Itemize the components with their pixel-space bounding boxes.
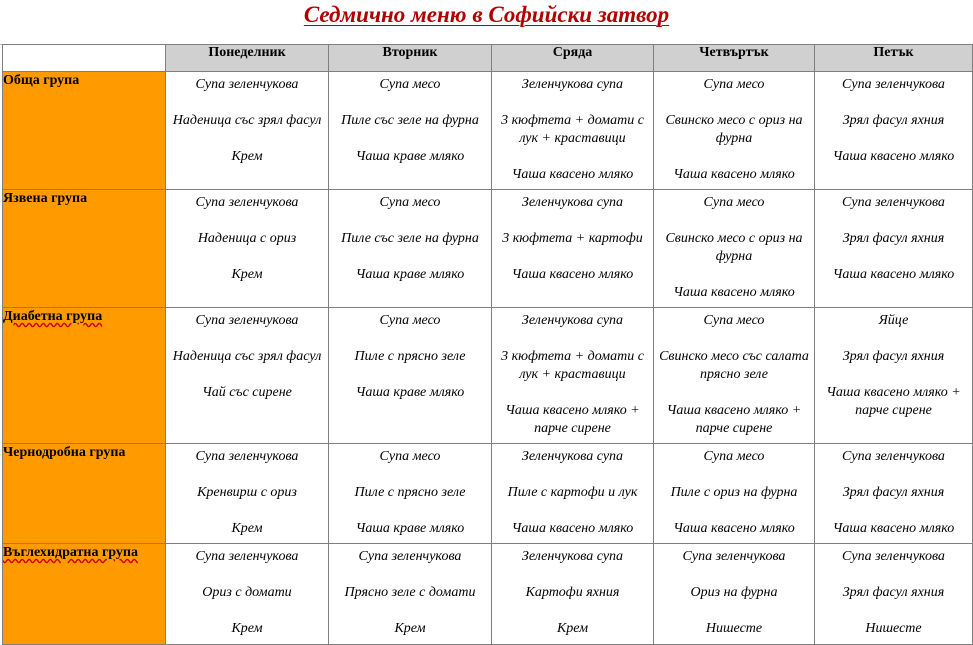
dish-item: Кренвирш с ориз (197, 485, 297, 500)
table-row (3, 72, 973, 190)
dish-item: Супа зеленчукова (195, 313, 299, 328)
corner-cell (3, 45, 166, 72)
line-gap (492, 566, 653, 584)
day-header-thursday: Четвъртък (654, 45, 815, 72)
dish-item: Чаша краве мляко (355, 521, 465, 536)
menu-cell (329, 544, 492, 645)
menu-cell (815, 544, 973, 645)
table-row (3, 444, 973, 544)
menu-cell (815, 190, 973, 308)
group-name: Диабетна група (3, 309, 103, 324)
menu-cell (492, 308, 654, 444)
dish-item: Зеленчукова супа (521, 77, 624, 92)
line-gap (815, 566, 972, 584)
line-gap (166, 602, 328, 620)
menu-cell (492, 544, 654, 645)
line-gap (815, 94, 972, 112)
line-gap (329, 502, 491, 520)
page-title: Седмично меню в Софийски затвор (303, 2, 670, 27)
dish-item: Чаша краве мляко (355, 149, 465, 164)
dish-item: Супа зеленчукова (195, 195, 299, 210)
menu-cell (815, 444, 973, 544)
dish-item: Пиле с ориз на фурна (670, 485, 798, 500)
line-gap (166, 330, 328, 348)
line-gap (329, 602, 491, 620)
dish-item: Пиле със зеле на фурна (341, 231, 479, 246)
day-header-friday: Петък (815, 45, 973, 72)
dish-item: Чай със сирене (202, 385, 292, 400)
dish-item: Нишесте (865, 621, 922, 636)
menu-cell (329, 72, 492, 190)
line-gap (815, 466, 972, 484)
group-label (3, 72, 166, 190)
group-name: Въглехидратна група (3, 545, 138, 560)
group-name: Язвена група (3, 191, 88, 206)
dish-item: Крем (394, 621, 426, 636)
line-gap (654, 266, 814, 284)
dish-item: Нишесте (705, 621, 763, 636)
group-name: Обща група (3, 73, 80, 88)
dish-item: Картофи яхния (525, 585, 620, 600)
day-header-row (3, 45, 973, 72)
dish-item: Наденица с ориз (197, 231, 297, 246)
line-gap (815, 212, 972, 230)
menu-cell (815, 308, 973, 444)
dish-item: Чаша квасено мляко (832, 521, 955, 536)
menu-cell (329, 190, 492, 308)
menu-cell (166, 544, 329, 645)
line-gap (492, 602, 653, 620)
dish-item: Пиле със зеле на фурна (341, 113, 479, 128)
dish-item: Крем (231, 267, 263, 282)
group-label (3, 190, 166, 308)
line-gap (654, 602, 814, 620)
dish-item: Супа зеленчукова (195, 449, 299, 464)
dish-item: Супа зеленчукова (842, 549, 945, 564)
dish-item: 3 кюфтета + домати с лук + краставици (501, 113, 644, 146)
dish-item: Супа зеленчукова (195, 549, 299, 564)
dish-item: Пиле с картофи и лук (507, 485, 638, 500)
line-gap (329, 212, 491, 230)
line-gap (166, 466, 328, 484)
table-row (3, 544, 973, 645)
line-gap (166, 248, 328, 266)
line-gap (166, 366, 328, 384)
dish-item: Пиле с прясно зеле (354, 485, 466, 500)
menu-cell (815, 72, 973, 190)
line-gap (166, 502, 328, 520)
line-gap (492, 212, 653, 230)
menu-cell (329, 444, 492, 544)
dish-item: Супа зеленчукова (842, 77, 945, 92)
line-gap (654, 384, 814, 402)
line-gap (654, 148, 814, 166)
line-gap (492, 248, 653, 266)
line-gap (329, 330, 491, 348)
line-gap (654, 212, 814, 230)
dish-item: Крем (556, 621, 589, 636)
dish-item: Чаша квасено мляко (511, 521, 634, 536)
day-header-wednesday: Сряда (492, 45, 654, 72)
line-gap (329, 566, 491, 584)
dish-item: Свинско месо със салата прясно зеле (659, 349, 809, 382)
table-row (3, 190, 973, 308)
weekly-menu-table (2, 44, 973, 645)
dish-item: Зрял фасул яхния (842, 485, 945, 500)
menu-cell (654, 544, 815, 645)
menu-cell (654, 190, 815, 308)
title-bar (0, 0, 973, 45)
line-gap (815, 602, 972, 620)
dish-item: Зеленчукова супа (521, 549, 624, 564)
dish-item: Супа месо (703, 449, 765, 464)
line-gap (492, 466, 653, 484)
dish-item: Свинско месо с ориз на фурна (665, 113, 803, 146)
dish-item: Супа месо (379, 449, 441, 464)
line-gap (492, 384, 653, 402)
dish-item: Ориз на фурна (690, 585, 778, 600)
menu-cell (654, 444, 815, 544)
dish-item: Супа месо (379, 77, 441, 92)
table-row (3, 308, 973, 444)
line-gap (654, 502, 814, 520)
day-header-monday: Понеделник (166, 45, 329, 72)
dish-item: Пиле с прясно зеле (354, 349, 466, 364)
dish-item: 3 кюфтета + картофи (502, 231, 643, 246)
group-label (3, 308, 166, 444)
line-gap (815, 248, 972, 266)
line-gap (166, 94, 328, 112)
dish-item: Крем (231, 621, 263, 636)
menu-body (3, 72, 973, 645)
day-header-tuesday: Вторник (329, 45, 492, 72)
dish-item: Зрял фасул яхния (842, 349, 945, 364)
menu-cell (492, 444, 654, 544)
line-gap (492, 330, 653, 348)
group-label (3, 544, 166, 645)
line-gap (815, 330, 972, 348)
dish-item: Зеленчукова супа (521, 449, 624, 464)
dish-item: Супа зеленчукова (358, 549, 462, 564)
menu-cell (166, 72, 329, 190)
line-gap (329, 366, 491, 384)
line-gap (654, 330, 814, 348)
line-gap (329, 466, 491, 484)
dish-item: Чаша квасено мляко (832, 149, 955, 164)
menu-cell (166, 190, 329, 308)
dish-item: Чаша квасено мляко + парче сирене (666, 403, 802, 436)
dish-item: 3 кюфтета + домати с лук + краставици (501, 349, 644, 382)
dish-item: Чаша квасено мляко (832, 267, 955, 282)
line-gap (329, 130, 491, 148)
menu-cell (166, 308, 329, 444)
line-gap (329, 94, 491, 112)
group-name: Чернодробна група (3, 445, 126, 460)
line-gap (654, 94, 814, 112)
line-gap (166, 130, 328, 148)
menu-cell (654, 308, 815, 444)
dish-item: Наденица със зрял фасул (172, 113, 322, 128)
dish-item: Супа месо (703, 77, 765, 92)
dish-item: Супа месо (703, 313, 765, 328)
dish-item: Чаша квасено мляко + парче сирене (826, 385, 961, 418)
line-gap (166, 212, 328, 230)
line-gap (492, 502, 653, 520)
dish-item: Крем (231, 149, 263, 164)
line-gap (815, 366, 972, 384)
group-label (3, 444, 166, 544)
dish-item: Супа зеленчукова (842, 195, 945, 210)
dish-item: Зрял фасул яхния (842, 231, 945, 246)
dish-item: Зрял фасул яхния (842, 113, 945, 128)
dish-item: Чаша краве мляко (355, 385, 465, 400)
dish-item: Чаша квасено мляко (673, 521, 795, 536)
dish-item: Зеленчукова супа (521, 313, 624, 328)
dish-item: Крем (231, 521, 263, 536)
line-gap (654, 566, 814, 584)
line-gap (815, 130, 972, 148)
dish-item: Супа месо (703, 195, 765, 210)
menu-cell (492, 190, 654, 308)
line-gap (815, 502, 972, 520)
menu-cell (166, 444, 329, 544)
dish-item: Супа зеленчукова (842, 449, 945, 464)
dish-item: Наденица със зрял фасул (172, 349, 322, 364)
dish-item: Зрял фасул яхния (842, 585, 945, 600)
dish-item: Супа зеленчукова (195, 77, 299, 92)
dish-item: Чаша квасено мляко (511, 267, 634, 282)
line-gap (492, 94, 653, 112)
menu-cell (329, 308, 492, 444)
dish-item: Яйце (878, 313, 909, 328)
line-gap (654, 466, 814, 484)
line-gap (166, 566, 328, 584)
dish-item: Чаша краве мляко (355, 267, 465, 282)
line-gap (329, 248, 491, 266)
dish-item: Супа зеленчукова (682, 549, 786, 564)
dish-item: Супа месо (379, 195, 441, 210)
line-gap (492, 148, 653, 166)
dish-item: Чаша квасено мляко (673, 167, 795, 182)
dish-item: Зеленчукова супа (521, 195, 624, 210)
dish-item: Прясно зеле с домати (344, 585, 476, 600)
dish-item: Ориз с домати (202, 585, 292, 600)
dish-item: Супа месо (379, 313, 441, 328)
dish-item: Чаша квасено мляко (511, 167, 634, 182)
dish-item: Свинско месо с ориз на фурна (665, 231, 803, 264)
menu-cell (492, 72, 654, 190)
dish-item: Чаша квасено мляко + парче сирене (505, 403, 640, 436)
dish-item: Чаша квасено мляко (673, 285, 795, 300)
menu-cell (654, 72, 815, 190)
